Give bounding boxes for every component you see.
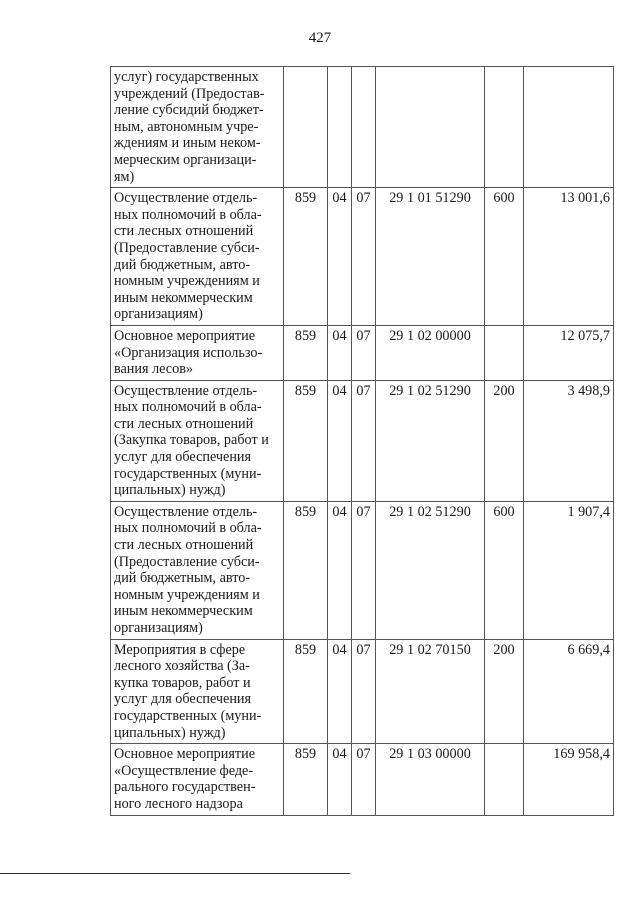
row-name-cell xyxy=(111,325,284,380)
row-name-text: Основное мероприятие «Организация использо- вания лесов» xyxy=(114,327,263,378)
department-code-cell: 859 xyxy=(284,188,328,326)
amount-cell xyxy=(524,67,614,188)
expense-type-code-cell xyxy=(485,325,524,380)
expense-type-code-cell xyxy=(485,67,524,188)
table-row xyxy=(111,67,614,188)
department-code-cell: 859 xyxy=(284,380,328,501)
row-name-cell xyxy=(111,744,284,815)
row-name-cell xyxy=(111,67,284,188)
subsection-code-cell: 07 xyxy=(352,325,376,380)
budget-table xyxy=(110,66,614,816)
target-article-code-cell xyxy=(376,67,485,188)
section-code-cell: 04 xyxy=(328,325,352,380)
row-name-text: Основное мероприятие «Осуществление феде- рального государствен- ного лесного надзора xyxy=(114,746,256,812)
amount-cell: 169 958,4 xyxy=(524,744,614,815)
expense-type-code-cell xyxy=(485,744,524,815)
expense-type-code-cell: 600 xyxy=(485,188,524,326)
table-row xyxy=(111,188,614,326)
section-code-cell xyxy=(328,67,352,188)
subsection-code-cell xyxy=(352,67,376,188)
amount-cell: 13 001,6 xyxy=(524,188,614,326)
row-name-text: услуг) государственных учреждений (Предостав- ление субсидий бюджет- ным, автономным учре- ждениям и иным неком- мерческим организаци- ям) xyxy=(114,69,265,185)
subsection-code-cell: 07 xyxy=(352,501,376,639)
subsection-code-cell: 07 xyxy=(352,639,376,744)
section-code-cell: 04 xyxy=(328,501,352,639)
subsection-code-cell: 07 xyxy=(352,744,376,815)
footnote-divider xyxy=(0,873,350,874)
subsection-code-cell: 07 xyxy=(352,380,376,501)
department-code-cell: 859 xyxy=(284,325,328,380)
target-article-code-cell: 29 1 02 51290 xyxy=(376,501,485,639)
amount-cell: 12 075,7 xyxy=(524,325,614,380)
row-name-text: Мероприятия в сфере лесного хозяйства (За- купка товаров, работ и услуг для обеспечения государственных (муни- ципальных) нужд) xyxy=(114,641,262,741)
section-code-cell: 04 xyxy=(328,639,352,744)
department-code-cell xyxy=(284,67,328,188)
table-row xyxy=(111,380,614,501)
amount-cell: 6 669,4 xyxy=(524,639,614,744)
department-code-cell: 859 xyxy=(284,639,328,744)
target-article-code-cell: 29 1 03 00000 xyxy=(376,744,485,815)
section-code-cell: 04 xyxy=(328,380,352,501)
subsection-code-cell: 07 xyxy=(352,188,376,326)
department-code-cell: 859 xyxy=(284,744,328,815)
table-row xyxy=(111,639,614,744)
expense-type-code-cell: 200 xyxy=(485,639,524,744)
row-name-cell xyxy=(111,501,284,639)
amount-cell: 3 498,9 xyxy=(524,380,614,501)
expense-type-code-cell: 200 xyxy=(485,380,524,501)
table-row xyxy=(111,325,614,380)
department-code-cell: 859 xyxy=(284,501,328,639)
target-article-code-cell: 29 1 02 00000 xyxy=(376,325,485,380)
section-code-cell: 04 xyxy=(328,744,352,815)
row-name-cell xyxy=(111,380,284,501)
row-name-text: Осуществление отдель- ных полномочий в обла- сти лесных отношений (Предоставление субси- дий бюджетным, авто- номным учреждениям и иным некоммерческим организациям) xyxy=(114,503,262,636)
expense-type-code-cell: 600 xyxy=(485,501,524,639)
budget-table-body xyxy=(111,67,614,816)
section-code-cell: 04 xyxy=(328,188,352,326)
row-name-cell xyxy=(111,188,284,326)
target-article-code-cell: 29 1 02 51290 xyxy=(376,380,485,501)
row-name-text: Осуществление отдель- ных полномочий в обла- сти лесных отношений (Закупка товаров, работ и услуг для обеспечения государственных (муни- ципальных) нужд) xyxy=(114,382,269,499)
target-article-code-cell: 29 1 02 70150 xyxy=(376,639,485,744)
target-article-code-cell: 29 1 01 51290 xyxy=(376,188,485,326)
table-row xyxy=(111,501,614,639)
table-row xyxy=(111,744,614,815)
row-name-cell xyxy=(111,639,284,744)
row-name-text: Осуществление отдель- ных полномочий в обла- сти лесных отношений (Предоставление субси- дий бюджетным, авто- номным учреждениям и иным некоммерческим организациям) xyxy=(114,190,262,323)
amount-cell: 1 907,4 xyxy=(524,501,614,639)
page-number: 427 xyxy=(308,30,332,46)
